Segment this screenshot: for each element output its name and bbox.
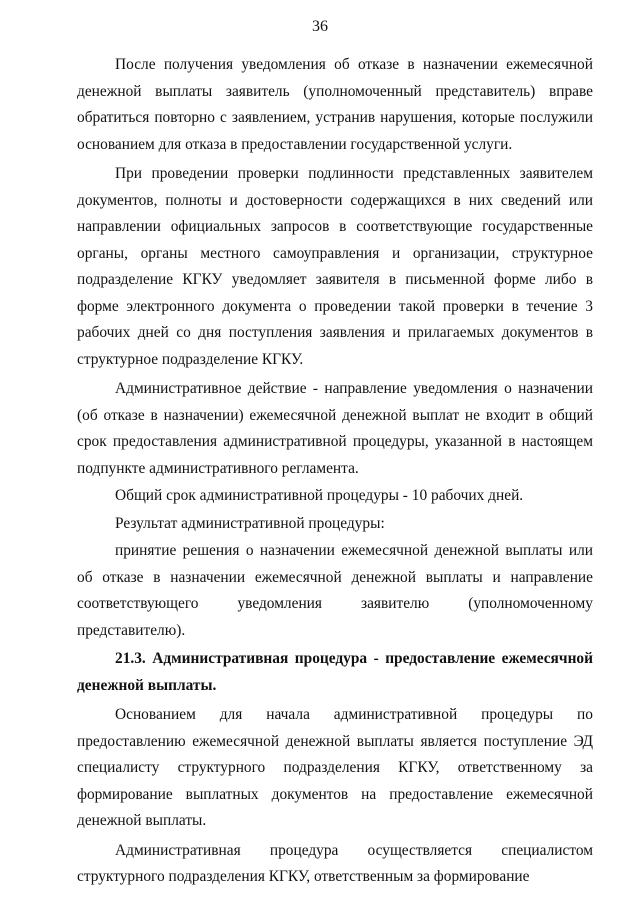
paragraph-total-term: Общий срок административной процедуры - 10 рабочих дней.: [115, 487, 524, 504]
document-body: [77, 52, 593, 891]
paragraph-refusal-reapply: После получения уведомления об отказе в назначении ежемесячной денежной выплаты заявитель (уполномоченный представитель) вправе обратиться повторно с заявлением, устранив нарушения, которые послужили основанием для отказа в предоставлении государственной услуги.: [77, 56, 593, 153]
paragraph-result-text: принятие решения о назначении ежемесячной денежной выплаты или об отказе в назначении ежемесячной денежной выплаты и направление соответствующего уведомления заявителю (уполномоченному представителю).: [77, 542, 593, 639]
page-number: 36: [312, 18, 328, 35]
paragraph-result-label: Результат административной процедуры:: [115, 514, 385, 532]
paragraph-basis: Основанием для начала административной процедуры по предоставлению ежемесячной денежной выплаты является поступление ЭД специалисту структурного подразделения КГКУ, ответственному за формирование выплатных документов на предоставление ежемесячной денежной выплаты.: [77, 706, 593, 829]
paragraph-verification: При проведении проверки подлинности представленных заявителем документов, полноты и достоверности содержащихся в них сведений или направлении официальных запросов в соответствующие государственные органы, органы местного самоуправления и организации, структурное подразделение КГКУ уведомляет заявителя в письменной форме либо в форме электронного документа о проведении такой проверки в течение 3 рабочих дней со дня поступления заявления и прилагаемых документов в структурное подразделение КГКУ.: [77, 165, 593, 368]
paragraph-notification-action: Административное действие - направление уведомления о назначении (об отказе в назначении) ежемесячной денежной выплат не входит в общий срок предоставления административной процедуры, указанной в настоящем подпункте административного регламента.: [77, 380, 593, 477]
paragraph-performed-by: Административная процедура осуществляется специалистом структурного подразделения КГКУ, ответственным за формирование: [77, 841, 593, 885]
section-heading-21-3: 21.3. Административная процедура - предоставление ежемесячной денежной выплаты.: [77, 650, 593, 694]
